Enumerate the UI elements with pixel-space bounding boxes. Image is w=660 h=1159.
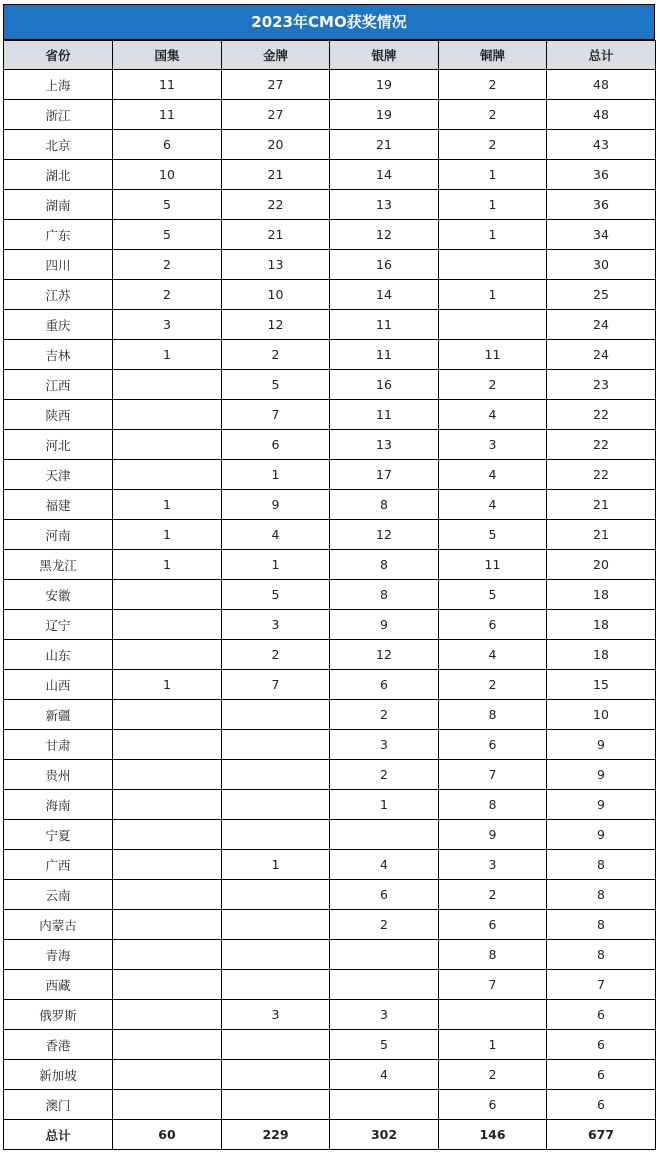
silver-cell: 4: [330, 850, 439, 880]
gold-cell: [222, 970, 330, 1000]
silver-cell: 11: [330, 340, 439, 370]
total-cell: 8: [547, 910, 656, 940]
bronze-cell: 2: [439, 370, 547, 400]
table-row: [4, 160, 656, 190]
silver-cell: [330, 940, 439, 970]
total-cell: 7: [547, 970, 656, 1000]
national-team-cell: [113, 790, 222, 820]
national-team-cell: [113, 1090, 222, 1120]
gold-cell: [222, 1090, 330, 1120]
national-team-cell: 11: [113, 70, 222, 100]
table-row: [4, 700, 656, 730]
silver-cell: 3: [330, 1000, 439, 1030]
gold-cell: 2: [222, 340, 330, 370]
bronze-cell: [439, 250, 547, 280]
gold-cell: 10: [222, 280, 330, 310]
bronze-cell: 6: [439, 1090, 547, 1120]
bronze-cell: 3: [439, 850, 547, 880]
table-row: [4, 760, 656, 790]
national-team-cell: [113, 940, 222, 970]
gold-cell: [222, 880, 330, 910]
gold-cell: [222, 940, 330, 970]
silver-cell: 14: [330, 280, 439, 310]
bronze-cell: 1: [439, 280, 547, 310]
province-cell: 吉林: [4, 340, 113, 370]
province-cell: 浙江: [4, 100, 113, 130]
silver-cell: 12: [330, 640, 439, 670]
total-sum: 677: [547, 1120, 656, 1150]
national-team-cell: 2: [113, 280, 222, 310]
gold-cell: [222, 700, 330, 730]
bronze-cell: 2: [439, 70, 547, 100]
national-team-cell: [113, 430, 222, 460]
total-cell: 8: [547, 880, 656, 910]
total-cell: 30: [547, 250, 656, 280]
table-row: [4, 220, 656, 250]
gold-cell: [222, 760, 330, 790]
province-cell: 黑龙江: [4, 550, 113, 580]
table-row: [4, 880, 656, 910]
bronze-cell: 6: [439, 610, 547, 640]
bronze-cell: 4: [439, 400, 547, 430]
province-cell: 河南: [4, 520, 113, 550]
total-cell: 20: [547, 550, 656, 580]
province-cell: 山西: [4, 670, 113, 700]
table-row: [4, 820, 656, 850]
province-cell: 四川: [4, 250, 113, 280]
total-cell: 8: [547, 850, 656, 880]
total-cell: 15: [547, 670, 656, 700]
gold-cell: 7: [222, 400, 330, 430]
total-cell: 22: [547, 460, 656, 490]
table-row: [4, 790, 656, 820]
gold-cell: 5: [222, 370, 330, 400]
silver-cell: 6: [330, 880, 439, 910]
table-row: [4, 1090, 656, 1120]
total-cell: 9: [547, 730, 656, 760]
bronze-cell: 2: [439, 100, 547, 130]
national-team-cell: 1: [113, 340, 222, 370]
total-cell: 36: [547, 160, 656, 190]
bronze-cell: 2: [439, 1060, 547, 1090]
bronze-cell: 1: [439, 190, 547, 220]
total-cell: 22: [547, 430, 656, 460]
total-cell: 21: [547, 520, 656, 550]
national-team-cell: 5: [113, 190, 222, 220]
province-cell: 贵州: [4, 760, 113, 790]
total-cell: 9: [547, 760, 656, 790]
province-cell: 河北: [4, 430, 113, 460]
gold-cell: [222, 1060, 330, 1090]
table-footer: [4, 1120, 656, 1150]
total-cell: 48: [547, 70, 656, 100]
gold-cell: [222, 910, 330, 940]
province-cell: 山东: [4, 640, 113, 670]
bronze-cell: 11: [439, 340, 547, 370]
national-team-cell: [113, 370, 222, 400]
national-team-cell: [113, 580, 222, 610]
bronze-cell: 6: [439, 910, 547, 940]
silver-cell: 8: [330, 490, 439, 520]
table-row: [4, 1060, 656, 1090]
gold-cell: 9: [222, 490, 330, 520]
bronze-cell: 8: [439, 700, 547, 730]
bronze-cell: 4: [439, 460, 547, 490]
gold-cell: 3: [222, 610, 330, 640]
national-team-cell: [113, 910, 222, 940]
bronze-cell: 4: [439, 640, 547, 670]
gold-cell: 2: [222, 640, 330, 670]
table-row: [4, 100, 656, 130]
national-team-cell: [113, 820, 222, 850]
header-gold: 金牌: [222, 41, 330, 70]
province-cell: 新加坡: [4, 1060, 113, 1090]
national-team-cell: 10: [113, 160, 222, 190]
national-team-cell: 5: [113, 220, 222, 250]
total-cell: 43: [547, 130, 656, 160]
table-body: [4, 70, 656, 1120]
medal-table: [3, 40, 656, 1150]
gold-cell: 27: [222, 100, 330, 130]
bronze-cell: 3: [439, 430, 547, 460]
bronze-cell: 11: [439, 550, 547, 580]
silver-cell: [330, 1090, 439, 1120]
table-row: [4, 640, 656, 670]
silver-cell: 2: [330, 760, 439, 790]
header-silver: 银牌: [330, 41, 439, 70]
total-cell: 6: [547, 1060, 656, 1090]
national-team-cell: 1: [113, 520, 222, 550]
silver-cell: 6: [330, 670, 439, 700]
gold-cell: 21: [222, 160, 330, 190]
gold-cell: 1: [222, 850, 330, 880]
silver-cell: 16: [330, 250, 439, 280]
silver-cell: 12: [330, 520, 439, 550]
total-cell: 18: [547, 610, 656, 640]
total-cell: 8: [547, 940, 656, 970]
table-row: [4, 130, 656, 160]
province-cell: 辽宁: [4, 610, 113, 640]
silver-cell: 19: [330, 70, 439, 100]
header-province: 省份: [4, 41, 113, 70]
gold-cell: 13: [222, 250, 330, 280]
total-cell: 6: [547, 1000, 656, 1030]
gold-cell: 7: [222, 670, 330, 700]
total-cell: 23: [547, 370, 656, 400]
province-cell: 西藏: [4, 970, 113, 1000]
silver-cell: 13: [330, 430, 439, 460]
silver-cell: 13: [330, 190, 439, 220]
table-row: [4, 850, 656, 880]
table-row: [4, 430, 656, 460]
total-cell: 6: [547, 1030, 656, 1060]
gold-cell: [222, 820, 330, 850]
total-cell: 10: [547, 700, 656, 730]
silver-cell: 2: [330, 700, 439, 730]
province-cell: 上海: [4, 70, 113, 100]
table-row: [4, 190, 656, 220]
province-cell: 陕西: [4, 400, 113, 430]
silver-cell: 17: [330, 460, 439, 490]
total-cell: 24: [547, 340, 656, 370]
table-row: [4, 910, 656, 940]
total-gold: 229: [222, 1120, 330, 1150]
bronze-cell: 8: [439, 790, 547, 820]
header-bronze: 铜牌: [439, 41, 547, 70]
national-team-cell: 2: [113, 250, 222, 280]
national-team-cell: 1: [113, 670, 222, 700]
bronze-cell: 5: [439, 520, 547, 550]
table-row: [4, 520, 656, 550]
province-cell: 澳门: [4, 1090, 113, 1120]
province-cell: 俄罗斯: [4, 1000, 113, 1030]
bronze-cell: 8: [439, 940, 547, 970]
gold-cell: [222, 1030, 330, 1060]
table-header: [4, 41, 656, 70]
province-cell: 湖南: [4, 190, 113, 220]
national-team-cell: [113, 700, 222, 730]
national-team-cell: [113, 1060, 222, 1090]
total-cell: 48: [547, 100, 656, 130]
gold-cell: 1: [222, 550, 330, 580]
table-row: [4, 610, 656, 640]
silver-cell: 8: [330, 580, 439, 610]
total-cell: 6: [547, 1090, 656, 1120]
gold-cell: 22: [222, 190, 330, 220]
province-cell: 安徽: [4, 580, 113, 610]
table-row: [4, 970, 656, 1000]
gold-cell: [222, 790, 330, 820]
total-bronze: 146: [439, 1120, 547, 1150]
table-row: [4, 550, 656, 580]
gold-cell: 3: [222, 1000, 330, 1030]
bronze-cell: 2: [439, 130, 547, 160]
bronze-cell: 7: [439, 970, 547, 1000]
province-cell: 湖北: [4, 160, 113, 190]
bronze-cell: [439, 1000, 547, 1030]
table-row: [4, 280, 656, 310]
bronze-cell: 5: [439, 580, 547, 610]
bronze-cell: 4: [439, 490, 547, 520]
gold-cell: 20: [222, 130, 330, 160]
header-national-team: 国集: [113, 41, 222, 70]
bronze-cell: 2: [439, 670, 547, 700]
province-cell: 天津: [4, 460, 113, 490]
silver-cell: [330, 970, 439, 1000]
silver-cell: 9: [330, 610, 439, 640]
silver-cell: 8: [330, 550, 439, 580]
total-cell: 21: [547, 490, 656, 520]
medal-table-container: [3, 4, 655, 1150]
bronze-cell: 1: [439, 220, 547, 250]
bronze-cell: [439, 310, 547, 340]
table-row: [4, 400, 656, 430]
national-team-cell: 1: [113, 550, 222, 580]
bronze-cell: 2: [439, 880, 547, 910]
header-total: 总计: [547, 41, 656, 70]
table-row: [4, 670, 656, 700]
total-cell: 9: [547, 790, 656, 820]
national-team-cell: 6: [113, 130, 222, 160]
table-row: [4, 490, 656, 520]
total-row: [4, 1120, 656, 1150]
gold-cell: 21: [222, 220, 330, 250]
silver-cell: 4: [330, 1060, 439, 1090]
table-row: [4, 580, 656, 610]
bronze-cell: 6: [439, 730, 547, 760]
gold-cell: 27: [222, 70, 330, 100]
table-row: [4, 1000, 656, 1030]
national-team-cell: 3: [113, 310, 222, 340]
bronze-cell: 1: [439, 1030, 547, 1060]
table-row: [4, 1030, 656, 1060]
province-cell: 海南: [4, 790, 113, 820]
province-cell: 广西: [4, 850, 113, 880]
silver-cell: 5: [330, 1030, 439, 1060]
table-row: [4, 310, 656, 340]
silver-cell: 19: [330, 100, 439, 130]
total-label: 总计: [4, 1120, 113, 1150]
bronze-cell: 9: [439, 820, 547, 850]
national-team-cell: [113, 460, 222, 490]
gold-cell: 5: [222, 580, 330, 610]
silver-cell: 12: [330, 220, 439, 250]
table-row: [4, 340, 656, 370]
total-national-team: 60: [113, 1120, 222, 1150]
national-team-cell: [113, 1000, 222, 1030]
header-row: [4, 41, 656, 70]
province-cell: 新疆: [4, 700, 113, 730]
silver-cell: [330, 820, 439, 850]
total-cell: 22: [547, 400, 656, 430]
total-cell: 9: [547, 820, 656, 850]
national-team-cell: [113, 970, 222, 1000]
total-cell: 36: [547, 190, 656, 220]
total-cell: 34: [547, 220, 656, 250]
national-team-cell: [113, 880, 222, 910]
province-cell: 香港: [4, 1030, 113, 1060]
province-cell: 内蒙古: [4, 910, 113, 940]
province-cell: 宁夏: [4, 820, 113, 850]
table-row: [4, 730, 656, 760]
national-team-cell: [113, 850, 222, 880]
province-cell: 重庆: [4, 310, 113, 340]
province-cell: 北京: [4, 130, 113, 160]
table-row: [4, 250, 656, 280]
national-team-cell: [113, 1030, 222, 1060]
province-cell: 江西: [4, 370, 113, 400]
national-team-cell: [113, 640, 222, 670]
province-cell: 广东: [4, 220, 113, 250]
gold-cell: 12: [222, 310, 330, 340]
bronze-cell: 7: [439, 760, 547, 790]
total-cell: 18: [547, 580, 656, 610]
table-row: [4, 940, 656, 970]
silver-cell: 16: [330, 370, 439, 400]
national-team-cell: [113, 730, 222, 760]
gold-cell: 6: [222, 430, 330, 460]
national-team-cell: [113, 400, 222, 430]
silver-cell: 2: [330, 910, 439, 940]
total-cell: 18: [547, 640, 656, 670]
silver-cell: 11: [330, 310, 439, 340]
table-title: 2023年CMO获奖情况: [3, 4, 655, 40]
gold-cell: 4: [222, 520, 330, 550]
province-cell: 甘肃: [4, 730, 113, 760]
national-team-cell: 1: [113, 490, 222, 520]
national-team-cell: 11: [113, 100, 222, 130]
national-team-cell: [113, 610, 222, 640]
table-row: [4, 460, 656, 490]
province-cell: 江苏: [4, 280, 113, 310]
province-cell: 福建: [4, 490, 113, 520]
silver-cell: 1: [330, 790, 439, 820]
silver-cell: 14: [330, 160, 439, 190]
silver-cell: 3: [330, 730, 439, 760]
province-cell: 云南: [4, 880, 113, 910]
province-cell: 青海: [4, 940, 113, 970]
gold-cell: [222, 730, 330, 760]
table-row: [4, 70, 656, 100]
gold-cell: 1: [222, 460, 330, 490]
silver-cell: 11: [330, 400, 439, 430]
national-team-cell: [113, 760, 222, 790]
total-cell: 25: [547, 280, 656, 310]
bronze-cell: 1: [439, 160, 547, 190]
silver-cell: 21: [330, 130, 439, 160]
total-cell: 24: [547, 310, 656, 340]
total-silver: 302: [330, 1120, 439, 1150]
table-row: [4, 370, 656, 400]
